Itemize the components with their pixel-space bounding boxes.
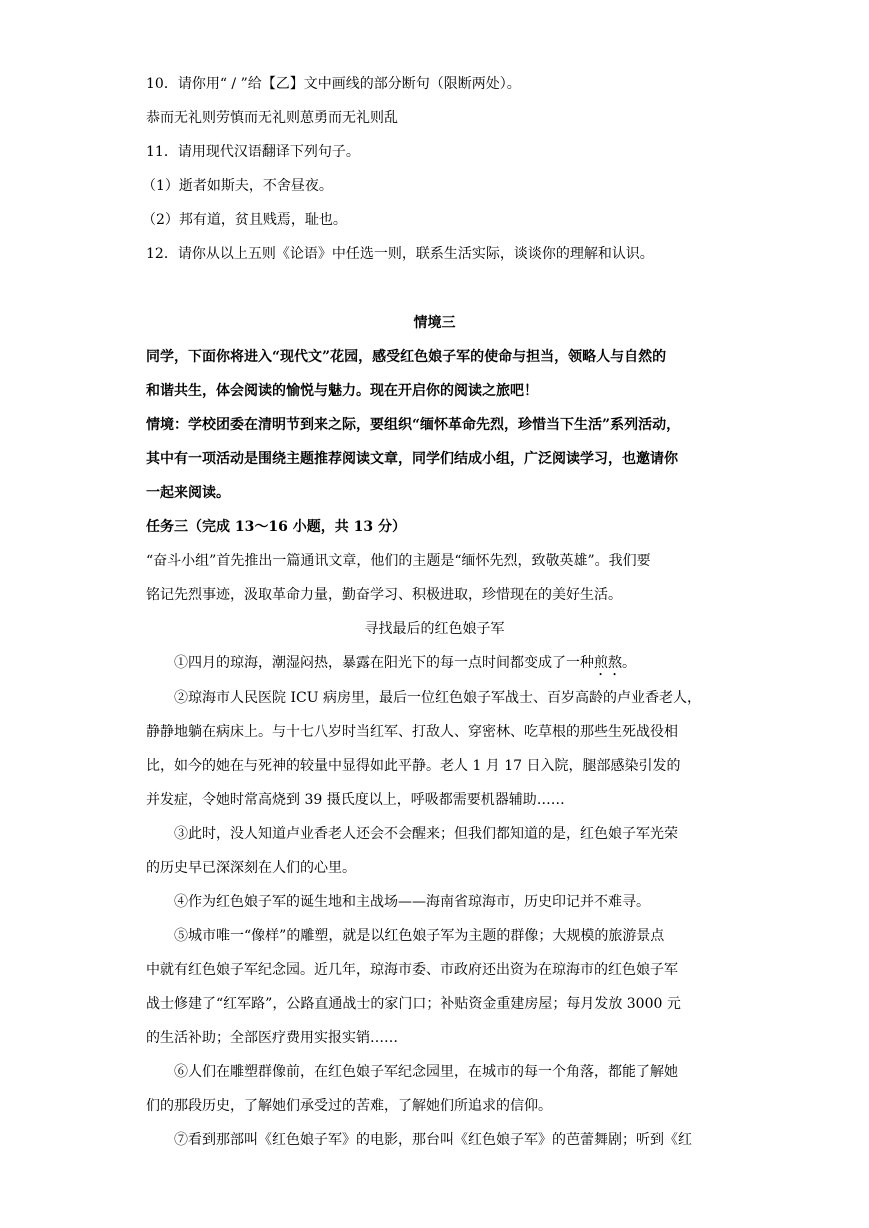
paragraph-1-end: 。: [622, 655, 636, 671]
context-line-1: 情境：学校团委在清明节到来之际，要组织“缅怀革命先烈，珍惜当下生活”系列活动，: [146, 417, 681, 433]
paragraph-6-line-1: ⑥人们在雕塑群像前，在红色娘子军纪念园里，在城市的每一个角落，都能了解她: [174, 1064, 678, 1080]
emphasized-word: 煎熬: [594, 655, 622, 671]
section-intro-line-2: 和谐共生，体会阅读的愉悦与魅力。现在开启你的阅读之旅吧！: [146, 383, 538, 399]
question-11-part-2: （2）邦有道，贫且贱焉，耻也。: [142, 212, 347, 228]
section-intro-line-1: 同学，下面你将进入“现代文”花园，感受红色娘子军的使命与担当，领略人与自然的: [146, 349, 667, 365]
paragraph-5-line-3: 战士修建了“红军路”，公路直通战士的家门口；补贴资金重建房屋；每月发放 3000 元: [146, 996, 681, 1012]
paragraph-6-line-2: 们的那段历史，了解她们承受过的苦难，了解她们所追求的信仰。: [146, 1098, 552, 1114]
paragraph-2-line-1: ②琼海市人民医院 ICU 病房里，最后一位红色娘子军战士、百岁高龄的卢业香老人，: [174, 690, 701, 706]
paragraph-4: ④作为红色娘子军的诞生地和主战场——海南省琼海市，历史印记并不难寻。: [174, 894, 650, 910]
paragraph-2-line-3: 比，如今的她在与死神的较量中显得如此平静。老人 1 月 17 日入院，腿部感染引发的: [146, 758, 681, 774]
question-10: 10．请你用“ / ”给【乙】文中画线的部分断句（限断两处）。: [146, 76, 521, 92]
paragraph-3-line-1: ③此时，没人知道卢业香老人还会不会醒来；但我们都知道的是，红色娘子军光荣: [174, 826, 678, 842]
paragraph-5-line-2: 中就有红色娘子军纪念园。近几年，琼海市委、市政府还出资为在琼海市的红色娘子军: [146, 962, 678, 978]
paragraph-5-line-4: 的生活补助；全部医疗费用实报实销……: [146, 1030, 398, 1046]
paragraph-2-line-2: 静静地躺在病床上。与十七八岁时当红军、打敌人、穿密林、吃草根的那些生死战役相: [146, 724, 678, 740]
task-intro-line-2: 铭记先烈事迹，汲取革命力量，勤奋学习、积极进取，珍惜现在的美好生活。: [146, 587, 622, 603]
paragraph-5-line-1: ⑤城市唯一“像样”的雕塑，就是以红色娘子军为主题的群像；大规模的旅游景点: [174, 928, 665, 944]
section-title: 情境三: [413, 315, 456, 331]
context-line-3: 一起来阅读。: [146, 485, 230, 501]
task-heading: 任务三（完成 13～16 小题，共 13 分）: [146, 519, 406, 535]
context-line-2: 其中有一项活动是围绕主题推荐阅读文章，同学们结成小组，广泛阅读学习，也邀请你: [146, 451, 678, 467]
paragraph-3-line-2: 的历史早已深深刻在人们的心里。: [146, 860, 356, 876]
task-intro-line-1: “奋斗小组”首先推出一篇通讯文章，他们的主题是“缅怀先烈，致敬英雄”。我们要: [146, 553, 651, 569]
question-12: 12．请你从以上五则《论语》中任选一则，联系生活实际，谈谈你的理解和认识。: [146, 246, 654, 262]
question-11: 11．请用现代汉语翻译下列句子。: [146, 144, 360, 160]
paragraph-7-line-1: ⑦看到那部叫《红色娘子军》的电影，那台叫《红色娘子军》的芭蕾舞剧；听到《红: [174, 1132, 692, 1148]
question-11-part-1: （1）逝者如斯夫，不舍昼夜。: [142, 178, 333, 194]
question-10-text: 恭而无礼则劳慎而无礼则葸勇而无礼则乱: [146, 110, 398, 126]
paragraph-1: [174, 653, 636, 679]
paragraph-2-line-4: 并发症，令她时常高烧到 39 摄氏度以上，呼吸都需要机器辅助……: [146, 792, 565, 808]
paragraph-1-text: ①四月的琼海，潮湿闷热，暴露在阳光下的每一点时间都变成了一种: [174, 655, 594, 671]
article-title: 寻找最后的红色娘子军: [364, 621, 505, 637]
